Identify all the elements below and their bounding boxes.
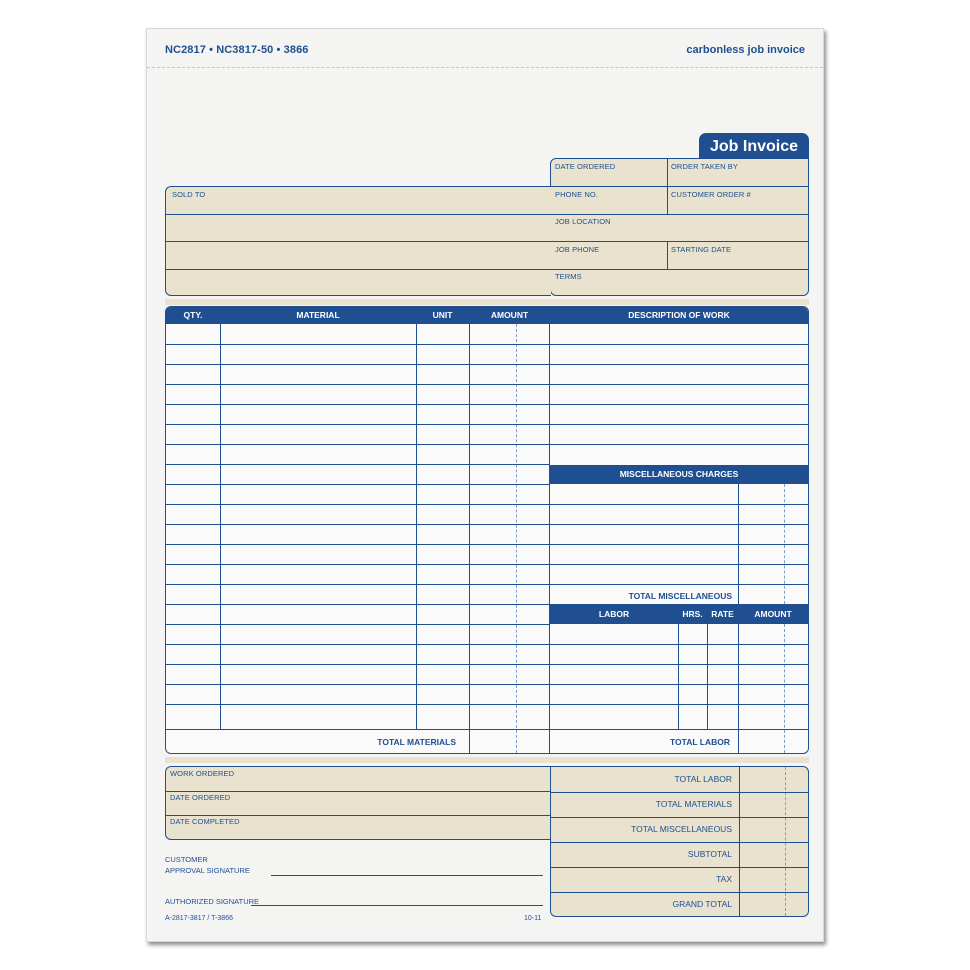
date-ordered-field[interactable]: DATE ORDERED [555,162,616,171]
labor-header: LABOR [550,604,678,624]
authorized-signature-label: AUTHORIZED SIGNATURE [165,897,260,906]
customer-signature-line[interactable] [271,875,543,876]
customer-signature-label-1: CUSTOMER [165,855,208,864]
labor-amount-header: AMOUNT [738,604,808,624]
tan-strip [165,299,809,305]
date-completed-field[interactable]: DATE COMPLETED [170,817,240,826]
unit-header: UNIT [416,307,469,324]
perforation-line [147,67,823,68]
material-header: MATERIAL [220,307,416,324]
order-taken-by-field[interactable]: ORDER TAKEN BY [671,162,738,171]
customer-order-field[interactable]: CUSTOMER ORDER # [671,190,751,199]
authorized-signature-line[interactable] [251,905,543,906]
starting-date-field[interactable]: STARTING DATE [671,245,732,254]
sold-to-box [165,186,551,296]
total-labor-label: TOTAL LABOR [670,737,730,747]
summary-subtotal: SUBTOTAL [687,849,732,859]
invoice-sheet [146,28,824,942]
customer-signature-label-2: APPROVAL SIGNATURE [165,866,250,875]
summary-total-misc: TOTAL MISCELLANEOUS [631,824,732,834]
hrs-header: HRS. [678,604,707,624]
materials-section [166,307,550,753]
sold-to-field[interactable]: SOLD TO [172,190,206,199]
rate-header: RATE [707,604,738,624]
description-header: DESCRIPTION OF WORK [550,307,808,324]
terms-field[interactable]: TERMS [555,272,582,281]
form-codes: NC2817 • NC3817-50 • 3866 [165,44,309,56]
job-location-field[interactable]: JOB LOCATION [555,217,611,226]
footer-form-code: A-2817-3817 / T-3866 [165,915,233,922]
job-phone-field[interactable]: JOB PHONE [555,245,600,254]
work-ordered-box [165,766,551,840]
right-section [550,307,808,753]
footer-revision: 10-11 [524,915,542,922]
main-table [165,306,809,754]
phone-no-field[interactable]: PHONE NO. [555,190,598,199]
order-info-box [550,158,809,296]
amount-header: AMOUNT [469,307,550,324]
work-date-ordered-field[interactable]: DATE ORDERED [170,793,231,802]
work-ordered-field[interactable]: WORK ORDERED [170,769,235,778]
total-materials-label: TOTAL MATERIALS [377,737,456,747]
form-type: carbonless job invoice [686,44,805,56]
summary-total-labor: TOTAL LABOR [674,774,732,784]
summary-total-materials: TOTAL MATERIALS [655,799,732,809]
misc-charges-header: MISCELLANEOUS CHARGES [550,465,808,484]
summary-tax: TAX [716,874,732,884]
page-title: Job Invoice [699,133,809,161]
qty-header: QTY. [166,307,220,324]
summary-grand-total: GRAND TOTAL [672,899,732,909]
total-misc-label: TOTAL MISCELLANEOUS [628,591,732,601]
summary-box [550,766,809,917]
